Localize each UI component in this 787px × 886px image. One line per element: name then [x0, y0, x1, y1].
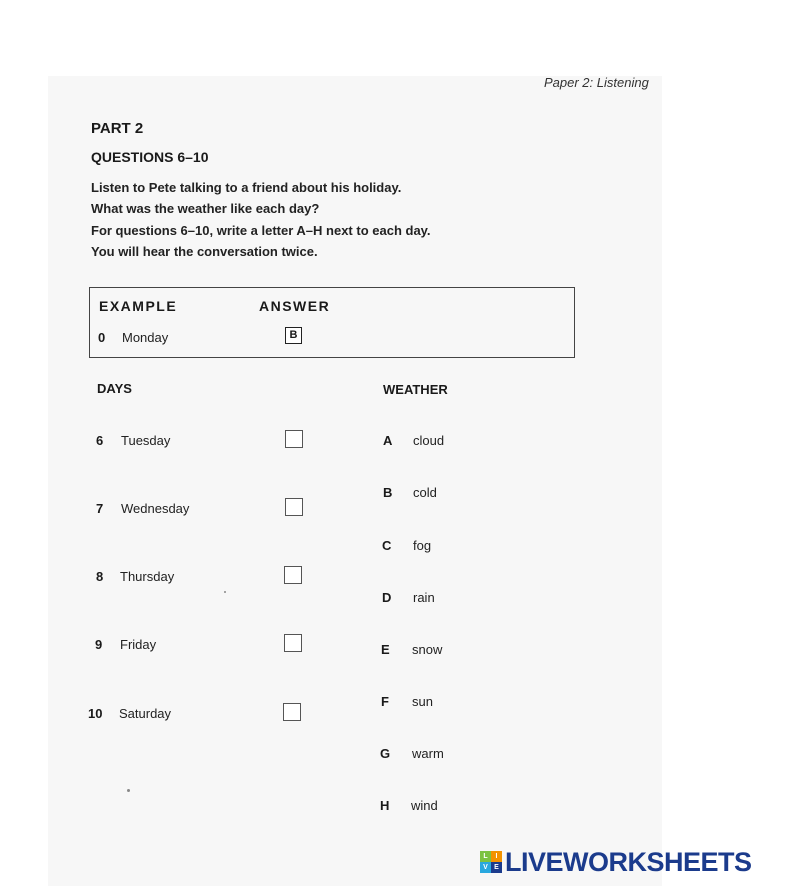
example-answer-box: B	[285, 327, 302, 344]
day-number: 9	[95, 637, 103, 652]
weather-word: sun	[412, 694, 433, 709]
liveworksheets-logo	[480, 847, 752, 877]
day-number: 6	[96, 433, 104, 448]
liveworksheets-logo-icon	[480, 851, 502, 873]
logo-text: LIVEWORKSHEETS	[505, 846, 752, 877]
questions-title: QUESTIONS 6–10	[91, 149, 209, 165]
logo-tile-letter: I	[491, 851, 502, 862]
paper-header: Paper 2: Listening	[544, 75, 649, 90]
day-name: Thursday	[120, 569, 175, 584]
day-number: 7	[96, 501, 104, 516]
weather-letter: A	[383, 433, 393, 448]
answer-box-9[interactable]	[284, 634, 302, 652]
logo-tile-letter: E	[491, 862, 502, 873]
day-name: Saturday	[119, 706, 172, 721]
answer-box-6[interactable]	[285, 430, 303, 448]
instruction-line: For questions 6–10, write a letter A–H next to each day.	[91, 223, 431, 238]
weather-letter: E	[381, 642, 390, 657]
answer-box-8[interactable]	[284, 566, 302, 584]
day-name: Wednesday	[121, 501, 190, 516]
weather-letter: C	[382, 538, 392, 553]
scan-speck	[127, 789, 130, 792]
weather-letter: D	[382, 590, 392, 605]
weather-letter: B	[383, 485, 393, 500]
weather-letter: H	[380, 798, 390, 813]
instruction-line: You will hear the conversation twice.	[91, 244, 318, 259]
weather-word: snow	[412, 642, 443, 657]
answer-box-7[interactable]	[285, 498, 303, 516]
worksheet-page	[48, 76, 662, 886]
answer-label: ANSWER	[259, 298, 331, 314]
scan-speck	[224, 591, 226, 593]
day-name: Friday	[120, 637, 157, 652]
day-name: Tuesday	[121, 433, 171, 448]
weather-word: fog	[413, 538, 432, 553]
example-number: 0	[98, 330, 106, 345]
day-number: 8	[96, 569, 104, 584]
weather-word: wind	[411, 798, 438, 813]
weather-word: cold	[413, 485, 437, 500]
logo-tile-letter: V	[480, 862, 491, 873]
instruction-line: Listen to Pete talking to a friend about his holiday.	[91, 180, 402, 195]
logo-tile-letter: L	[480, 851, 491, 862]
weather-letter: F	[381, 694, 389, 709]
instruction-line: What was the weather like each day?	[91, 201, 320, 216]
weather-word: cloud	[413, 433, 445, 448]
weather-word: warm	[412, 746, 444, 761]
days-header: DAYS	[97, 381, 132, 396]
example-label: EXAMPLE	[99, 298, 178, 314]
weather-word: rain	[413, 590, 435, 605]
weather-header: WEATHER	[383, 382, 448, 397]
example-day: Monday	[122, 330, 169, 345]
part-title: PART 2	[91, 120, 144, 137]
day-number: 10	[88, 706, 103, 721]
weather-letter: G	[380, 746, 391, 761]
answer-box-10[interactable]	[283, 703, 301, 721]
